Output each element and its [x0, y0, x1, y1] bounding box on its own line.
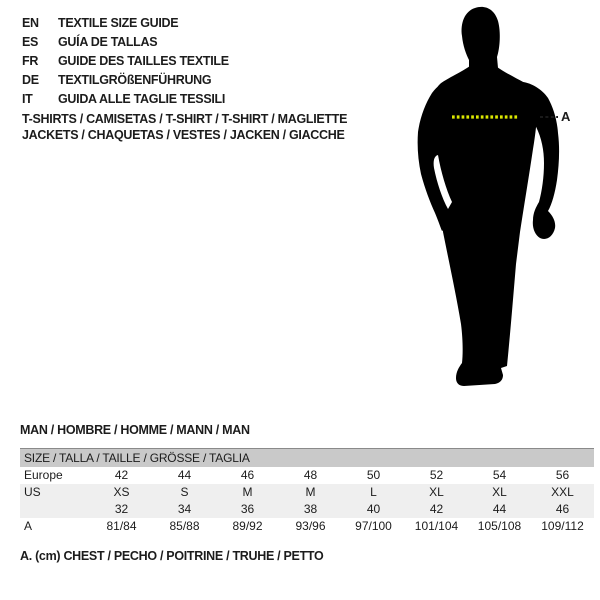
size-cell: 44: [492, 502, 507, 516]
language-row: [22, 90, 229, 109]
size-cell: XL: [429, 485, 444, 499]
language-row: [22, 33, 229, 52]
size-cell: 42: [429, 502, 444, 516]
size-cell: S: [180, 485, 189, 499]
silhouette-body: [433, 66, 538, 386]
size-cell: 50: [366, 468, 381, 482]
size-cell: 105/108: [477, 519, 522, 533]
language-label: TEXTILGRÖßENFÜHRUNG: [58, 73, 212, 87]
table-row-us: [20, 484, 594, 501]
size-cell: XS: [113, 485, 130, 499]
row-label: Europe: [24, 468, 63, 482]
size-cell: 36: [240, 502, 255, 516]
size-cell: 42: [114, 468, 129, 482]
row-label: A: [24, 519, 33, 533]
language-code: EN: [22, 16, 39, 30]
size-cell: 34: [177, 502, 192, 516]
language-label: GUÍA DE TALLAS: [58, 35, 158, 49]
size-cell: 56: [555, 468, 570, 482]
product-type-list: [22, 111, 347, 143]
size-table-header: SIZE / TALLA / TAILLE / GRÖSSE / TAGLIA: [20, 448, 594, 467]
row-label: [20, 501, 90, 518]
man-silhouette: [400, 5, 575, 390]
size-cell: 40: [366, 502, 381, 516]
language-label: TEXTILE SIZE GUIDE: [58, 16, 179, 30]
size-cell: M: [242, 485, 253, 499]
size-cell: 38: [303, 502, 318, 516]
size-cell: 46: [240, 468, 255, 482]
section-title: MAN / HOMBRE / HOMME / MANN / MAN: [20, 423, 250, 437]
size-cell: 89/92: [232, 519, 263, 533]
language-row: [22, 14, 229, 33]
silhouette-head: [462, 7, 500, 74]
language-row: [22, 71, 229, 90]
size-table: [20, 448, 594, 535]
table-row-numeric: [20, 501, 594, 518]
table-row-europe: [20, 467, 594, 484]
size-cell: 52: [429, 468, 444, 482]
size-cell: 101/104: [414, 519, 459, 533]
size-cell: 54: [492, 468, 507, 482]
size-cell: XXL: [551, 485, 574, 499]
language-code: IT: [22, 92, 33, 106]
size-cell: 85/88: [169, 519, 200, 533]
size-cell: 32: [114, 502, 129, 516]
language-code: ES: [22, 35, 39, 49]
size-cell: 109/112: [541, 519, 584, 533]
size-cell: M: [305, 485, 316, 499]
size-cell: 48: [303, 468, 318, 482]
language-code: DE: [22, 73, 39, 87]
size-cell: XL: [492, 485, 507, 499]
size-cell: 44: [177, 468, 192, 482]
language-row: [22, 52, 229, 71]
language-list: [22, 14, 229, 109]
language-code: FR: [22, 54, 39, 68]
product-type-line: T-SHIRTS / CAMISETAS / T-SHIRT / T-SHIRT / MAGLIETTE: [22, 112, 348, 126]
table-row-chest: [20, 518, 594, 535]
size-cell: 97/100: [355, 519, 392, 533]
language-label: GUIDA ALLE TAGLIE TESSILI: [58, 92, 226, 106]
size-cell: 93/96: [295, 519, 326, 533]
row-label: US: [24, 485, 41, 499]
measure-label-a: A: [561, 109, 571, 124]
size-cell: 81/84: [106, 519, 137, 533]
language-label: GUIDE DES TAILLES TEXTILE: [58, 54, 229, 68]
footnote: A. (cm) CHEST / PECHO / POITRINE / TRUHE / PETTO: [20, 549, 324, 563]
size-cell: L: [370, 485, 377, 499]
product-type-line: JACKETS / CHAQUETAS / VESTES / JACKEN / GIACCHE: [22, 128, 345, 142]
size-cell: 46: [555, 502, 570, 516]
